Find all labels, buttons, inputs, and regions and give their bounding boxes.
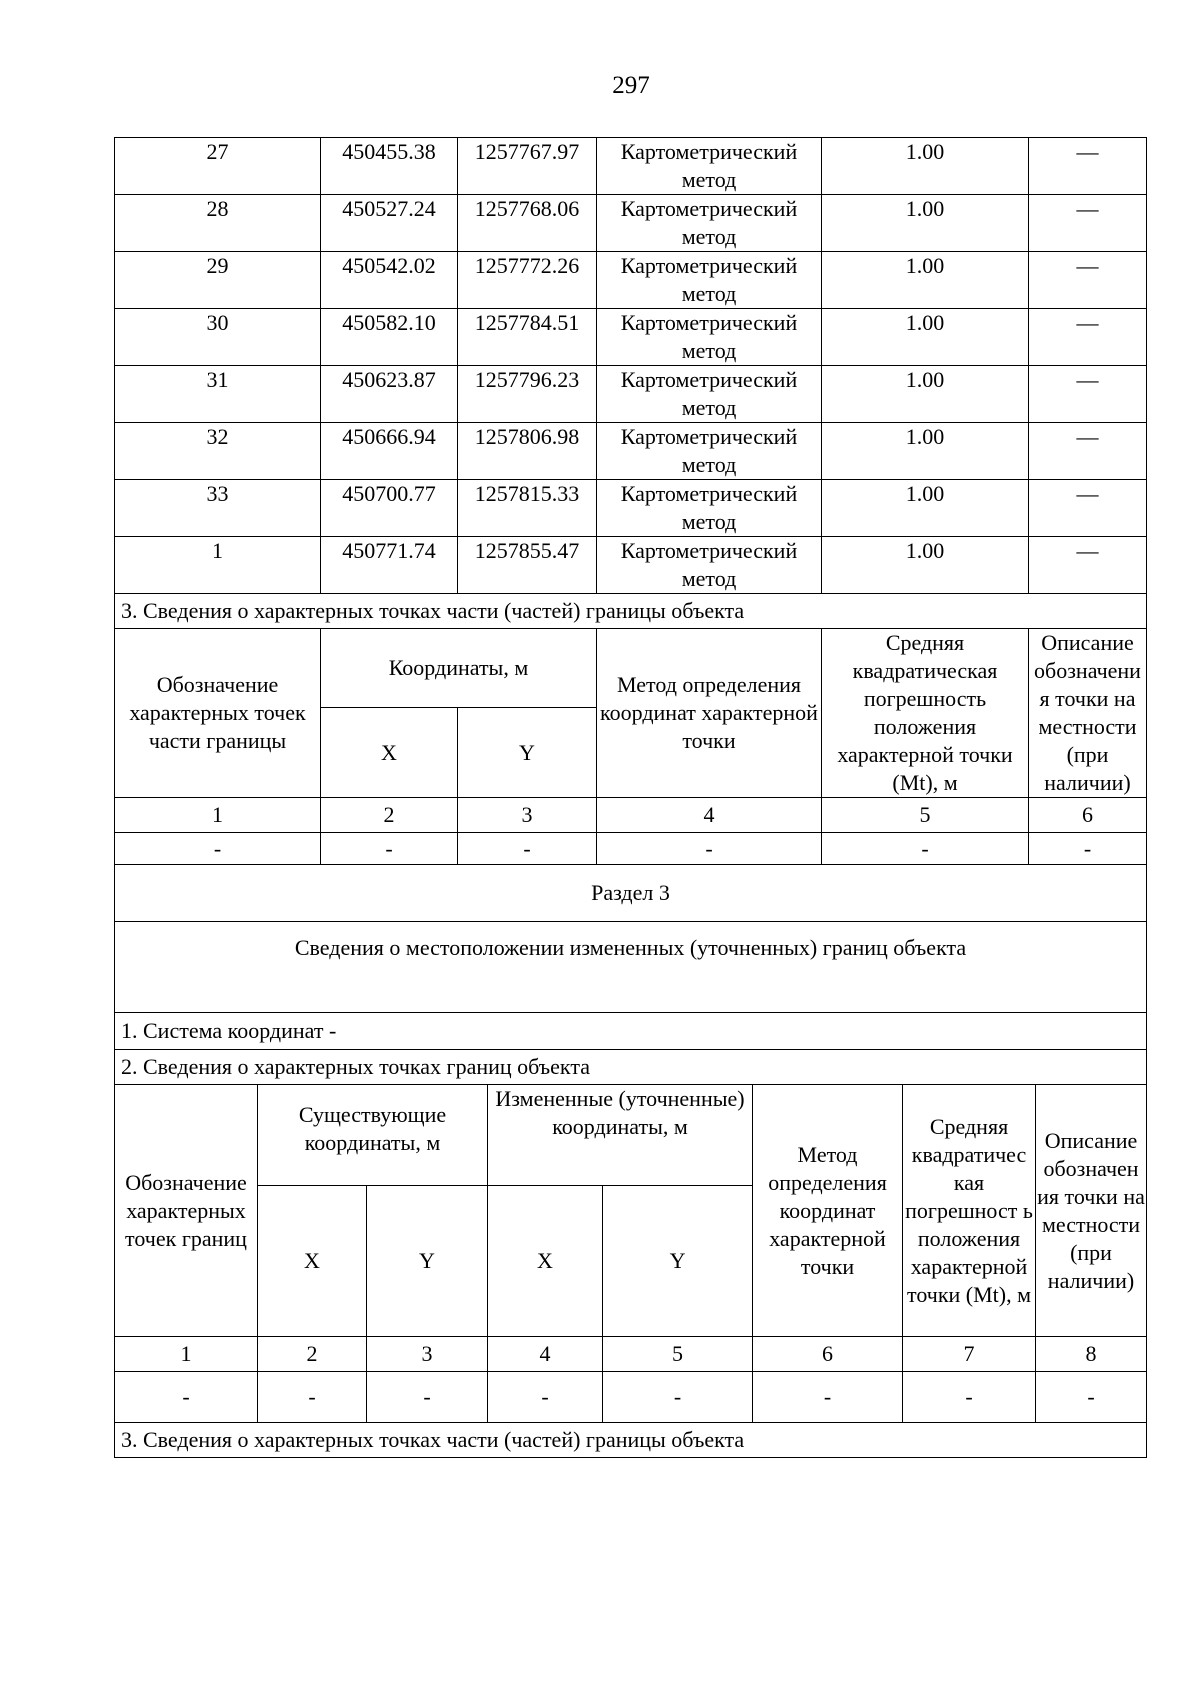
section-heading: Раздел 3 [115,865,1147,922]
method-line: метод [681,338,737,363]
empty-cell: - [115,833,321,865]
col-number: 6 [1029,798,1147,833]
header-desc: Описание обозначен ия точки на местности (при наличии) [1036,1085,1147,1337]
point-number: 1 [115,537,321,594]
description: — [1029,252,1147,309]
y-coordinate: 1257784.51 [458,309,597,366]
col-number: 8 [1036,1337,1147,1372]
points-section-title: 2. Сведения о характерных точках границ объекта [115,1050,1147,1085]
changed-points-table [114,1085,1147,1458]
header-y: Y [458,708,597,798]
y-coordinate: 1257768.06 [458,195,597,252]
table-row [115,252,1147,309]
empty-cell: - [488,1372,603,1423]
y-coordinate: 1257772.26 [458,252,597,309]
empty-cell: - [458,833,597,865]
point-number: 30 [115,309,321,366]
description: — [1029,138,1147,195]
col-number: 5 [603,1337,753,1372]
description: — [1029,480,1147,537]
method-line: метод [681,452,737,477]
col-number: 7 [903,1337,1036,1372]
header-x: X [488,1186,603,1337]
col-number: 4 [597,798,822,833]
method-line: Картометрический [620,310,798,335]
page-number: 297 [612,72,650,99]
header-mt: Средняя квадратичес кая погрешност ь положения характерной точки (Mt), м [903,1085,1036,1337]
col-number: 2 [321,798,458,833]
empty-cell: - [597,833,822,865]
method-line: Картометрический [620,367,798,392]
empty-cell: - [115,1372,258,1423]
empty-cell: - [903,1372,1036,1423]
y-coordinate: 1257806.98 [458,423,597,480]
col-number: 1 [115,798,321,833]
point-number: 32 [115,423,321,480]
method [597,537,822,594]
description: — [1029,423,1147,480]
header-y: Y [367,1186,488,1337]
empty-cell: - [1029,833,1147,865]
header-changed: Измененные (уточненные) координаты, м [488,1085,753,1186]
method [597,366,822,423]
header-designation: Обозначение характерных точек границ [115,1085,258,1337]
col-number: 6 [753,1337,903,1372]
table-row [115,366,1147,423]
header-coords: Координаты, м [321,629,597,708]
mt-value: 1.00 [822,195,1029,252]
method-line: метод [681,281,737,306]
col-number: 2 [258,1337,367,1372]
empty-cell: - [603,1372,753,1423]
header-x: X [258,1186,367,1337]
empty-cell: - [822,833,1029,865]
x-coordinate: 450582.10 [321,309,458,366]
method-line: метод [681,224,737,249]
table-row [115,195,1147,252]
x-coordinate: 450700.77 [321,480,458,537]
y-coordinate: 1257815.33 [458,480,597,537]
header-y: Y [603,1186,753,1337]
x-coordinate: 450771.74 [321,537,458,594]
mt-value: 1.00 [822,366,1029,423]
col-number: 1 [115,1337,258,1372]
method-line: Картометрический [620,424,798,449]
description: — [1029,537,1147,594]
section-subheading: Сведения о местоположении измененных (уточненных) границ объекта [115,922,1147,1013]
empty-cell: - [1036,1372,1147,1423]
mt-value: 1.00 [822,309,1029,366]
x-coordinate: 450542.02 [321,252,458,309]
mt-value: 1.00 [822,423,1029,480]
method-line: Картометрический [620,538,798,563]
x-coordinate: 450455.38 [321,138,458,195]
col-number: 4 [488,1337,603,1372]
method [597,309,822,366]
empty-cell: - [258,1372,367,1423]
x-coordinate: 450623.87 [321,366,458,423]
header-mt: Средняя квадратическая погрешность положения характерной точки (Mt), м [822,629,1029,798]
header-x: X [321,708,458,798]
description: — [1029,195,1147,252]
y-coordinate: 1257767.97 [458,138,597,195]
method [597,480,822,537]
header-existing: Существующие координаты, м [258,1085,488,1186]
parts-section-title: 3. Сведения о характерных точках части (частей) границы объекта [115,1423,1147,1458]
col-number: 3 [367,1337,488,1372]
method-line: метод [681,395,737,420]
col-number: 3 [458,798,597,833]
method [597,195,822,252]
empty-cell: - [321,833,458,865]
point-number: 27 [115,138,321,195]
mt-value: 1.00 [822,480,1029,537]
method-line: Картометрический [620,253,798,278]
table-row [115,537,1147,594]
header-desc: Описание обозначени я точки на местности (при наличии) [1029,629,1147,798]
description: — [1029,309,1147,366]
y-coordinate: 1257796.23 [458,366,597,423]
x-coordinate: 450527.24 [321,195,458,252]
empty-cell: - [753,1372,903,1423]
table-row [115,480,1147,537]
method [597,138,822,195]
document-frame [114,137,1146,1458]
mt-value: 1.00 [822,138,1029,195]
table-row [115,423,1147,480]
point-number: 31 [115,366,321,423]
points-table [114,137,1147,1085]
header-designation: Обозначение характерных точек части границы [115,629,321,798]
table-row [115,309,1147,366]
point-number: 28 [115,195,321,252]
header-method: Метод определения координат характерной точки [753,1085,903,1337]
method-line: метод [681,167,737,192]
header-method: Метод определения координат характерной точки [597,629,822,798]
mt-value: 1.00 [822,537,1029,594]
coord-system: 1. Система координат - [115,1013,1147,1050]
point-number: 33 [115,480,321,537]
description: — [1029,366,1147,423]
method-line: Картометрический [620,139,798,164]
empty-cell: - [367,1372,488,1423]
method [597,423,822,480]
col-number: 5 [822,798,1029,833]
x-coordinate: 450666.94 [321,423,458,480]
method [597,252,822,309]
y-coordinate: 1257855.47 [458,537,597,594]
mt-value: 1.00 [822,252,1029,309]
method-line: Картометрический [620,196,798,221]
method-line: метод [681,566,737,591]
parts-section-title: 3. Сведения о характерных точках части (частей) границы объекта [115,594,1147,629]
table-row [115,138,1147,195]
point-number: 29 [115,252,321,309]
method-line: Картометрический [620,481,798,506]
method-line: метод [681,509,737,534]
